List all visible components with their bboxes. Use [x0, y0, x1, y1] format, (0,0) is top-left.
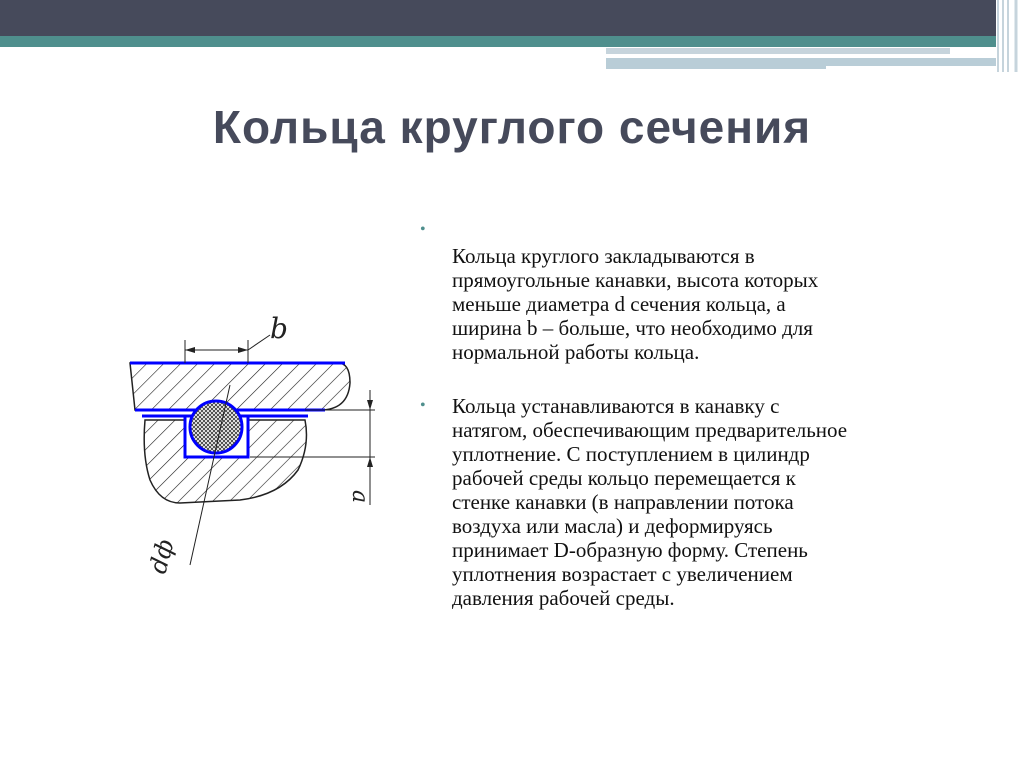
top-bar	[0, 0, 1024, 36]
oring-section	[190, 401, 242, 453]
label-b: b	[270, 312, 288, 345]
bullet-text: Кольца круглого закладываются в прямоугольные канавки, высота которых меньше диаметра d сечения кольца, а ширина b – больше, что необходимо для нормальной работы кольца.	[452, 244, 819, 364]
decor-bar	[606, 58, 1000, 66]
teal-stripe	[0, 36, 1000, 47]
decor-bar	[606, 48, 950, 54]
bullet-item	[420, 218, 1010, 364]
decor-bar	[606, 66, 826, 69]
upper-part	[130, 363, 350, 410]
label-a: a	[347, 490, 372, 504]
bullet-marker: •	[420, 397, 426, 414]
page-title: Кольца круглого сечения	[212, 101, 812, 153]
decor-lines	[996, 0, 1024, 72]
bullet-marker: •	[420, 221, 426, 238]
label-d: dф	[143, 536, 180, 577]
bullet-text: Кольца устанавливаются в канавку с натягом, обеспечивающим предварительное уплотнение. С поступлением в цилиндр рабочей среды кольцо перемещается к стенке канавки (в направлении потока воздуха или масла) и деформируясь принимает D-образную форму. Степень уплотнения возрастает с увеличением давления рабочей среды.	[452, 394, 848, 610]
content-text	[420, 218, 1010, 640]
oring-diagram	[120, 305, 400, 595]
bullet-item	[420, 394, 1010, 610]
